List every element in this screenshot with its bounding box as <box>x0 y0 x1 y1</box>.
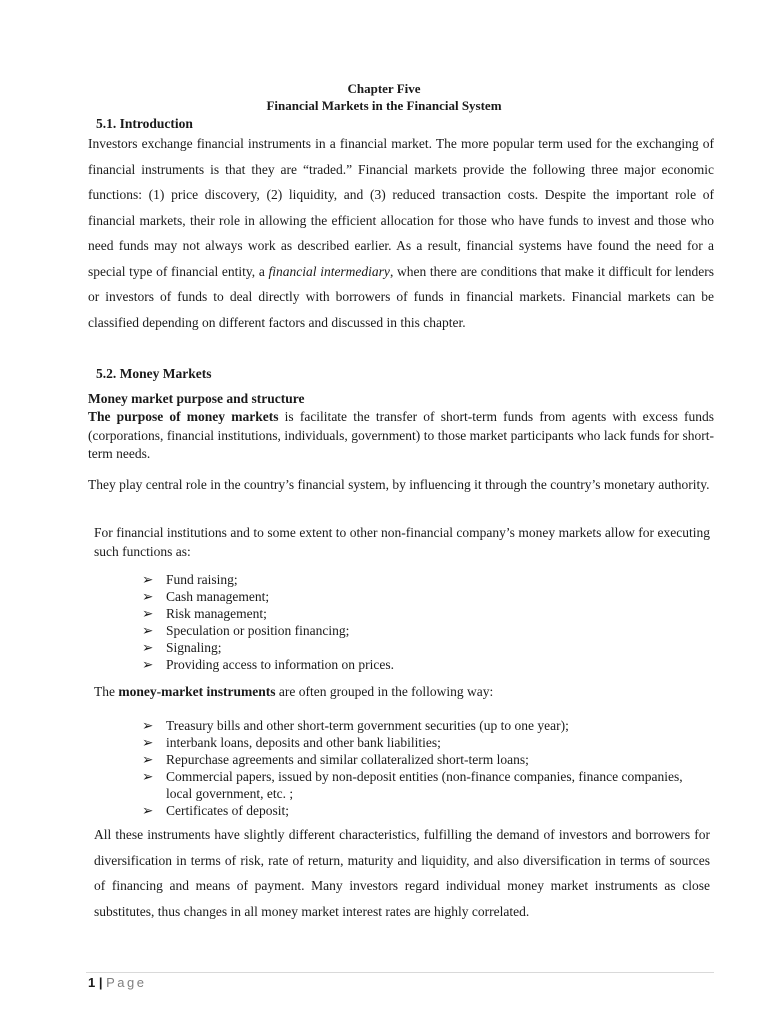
section-heading-introduction: 5.1. Introduction <box>96 116 193 131</box>
function-item <box>142 656 394 673</box>
arrow-bullet-icon: ➢ <box>142 572 154 587</box>
function-item <box>142 605 394 622</box>
purpose-bold-lead: The purpose of money markets <box>88 409 279 424</box>
instrument-item-text: Commercial papers, issued by non-deposit entities (non-finance companies, finance companies, local government, etc. ; <box>166 769 683 801</box>
functions-list <box>142 571 394 673</box>
page-footer <box>88 975 147 990</box>
instruments-intro: The money-market instruments are often grouped in the following way: <box>94 684 494 699</box>
arrow-bullet-icon: ➢ <box>142 752 154 767</box>
arrow-bullet-icon: ➢ <box>142 718 154 733</box>
subheading-purpose-structure: Money market purpose and structure <box>88 391 305 406</box>
arrow-bullet-icon: ➢ <box>142 803 154 818</box>
function-item <box>142 639 394 656</box>
instrument-item-text: Treasury bills and other short-term government securities (up to one year); <box>166 718 569 733</box>
footer-separator: | <box>98 975 103 990</box>
page-label: Page <box>106 975 147 990</box>
function-item-text: Cash management; <box>166 589 270 604</box>
central-role-paragraph: They play central role in the country’s financial system, by influencing it through the country’s monetary authority. <box>88 477 710 492</box>
page-number: 1 <box>88 975 96 990</box>
function-item-text: Providing access to information on prices. <box>166 657 394 672</box>
purpose-paragraph: The purpose of money markets is facilitate the transfer of short-term funds from agents with excess funds (corporations, financial institutions, individuals, government) to those market participants who lack funds for short-term needs. <box>88 409 714 461</box>
arrow-bullet-icon: ➢ <box>142 657 154 672</box>
function-item-text: Risk management; <box>166 606 267 621</box>
instruments-bold: money-market instruments <box>118 684 276 699</box>
functions-intro-paragraph: For financial institutions and to some extent to other non-financial company’s money markets allow for executing such functions as: <box>94 525 710 559</box>
arrow-bullet-icon: ➢ <box>142 735 154 750</box>
instruments-list <box>142 717 702 819</box>
instrument-item-text: Certificates of deposit; <box>166 803 289 818</box>
arrow-bullet-icon: ➢ <box>142 589 154 604</box>
instrument-item <box>142 768 702 802</box>
instrument-item-text: interbank loans, deposits and other bank liabilities; <box>166 735 441 750</box>
arrow-bullet-icon: ➢ <box>142 769 154 784</box>
footer-divider <box>86 972 714 973</box>
emphasis-financial-intermediary: financial intermediary <box>268 263 390 279</box>
section-heading-money-markets: 5.2. Money Markets <box>96 366 212 381</box>
instrument-item <box>142 751 702 768</box>
instrument-item <box>142 802 702 819</box>
function-item <box>142 571 394 588</box>
function-item <box>142 622 394 639</box>
function-item-text: Fund raising; <box>166 572 238 587</box>
function-item <box>142 588 394 605</box>
closing-paragraph: All these instruments have slightly different characteristics, fulfilling the demand of investors and borrowers for diversification in terms of risk, rate of return, maturity and liquidity, and also diversification in terms of sources of financing and means of payment. Many investors regard individual money market instruments as close substitutes, thus changes in all money market interest rates are highly correlated. <box>94 827 710 919</box>
arrow-bullet-icon: ➢ <box>142 606 154 621</box>
chapter-label: Chapter Five <box>347 81 421 96</box>
instrument-item <box>142 717 702 734</box>
chapter-title: Financial Markets in the Financial System <box>266 98 502 113</box>
arrow-bullet-icon: ➢ <box>142 623 154 638</box>
function-item-text: Speculation or position financing; <box>166 623 350 638</box>
arrow-bullet-icon: ➢ <box>142 640 154 655</box>
instrument-item-text: Repurchase agreements and similar collateralized short-term loans; <box>166 752 529 767</box>
instrument-item <box>142 734 702 751</box>
function-item-text: Signaling; <box>166 640 222 655</box>
intro-paragraph: Investors exchange financial instruments in a financial market. The more popular term used for the exchanging of financial instruments is that they are “traded.” Financial markets provide the following three major economic functions: (1) price discovery, (2) liquidity, and (3) reduced transaction costs. Despite the important role of financial markets, their role in allowing the efficient allocation for those who have funds to invest and those who need funds may not always work as described earlier. As a result, financial systems have found the need for a special type of financial entity, a financial intermediary, when there are conditions that make it difficult for lenders or investors of funds to deal directly with borrowers of funds in financial markets. Financial markets can be classified depending on different factors and discussed in this chapter. <box>88 136 715 330</box>
